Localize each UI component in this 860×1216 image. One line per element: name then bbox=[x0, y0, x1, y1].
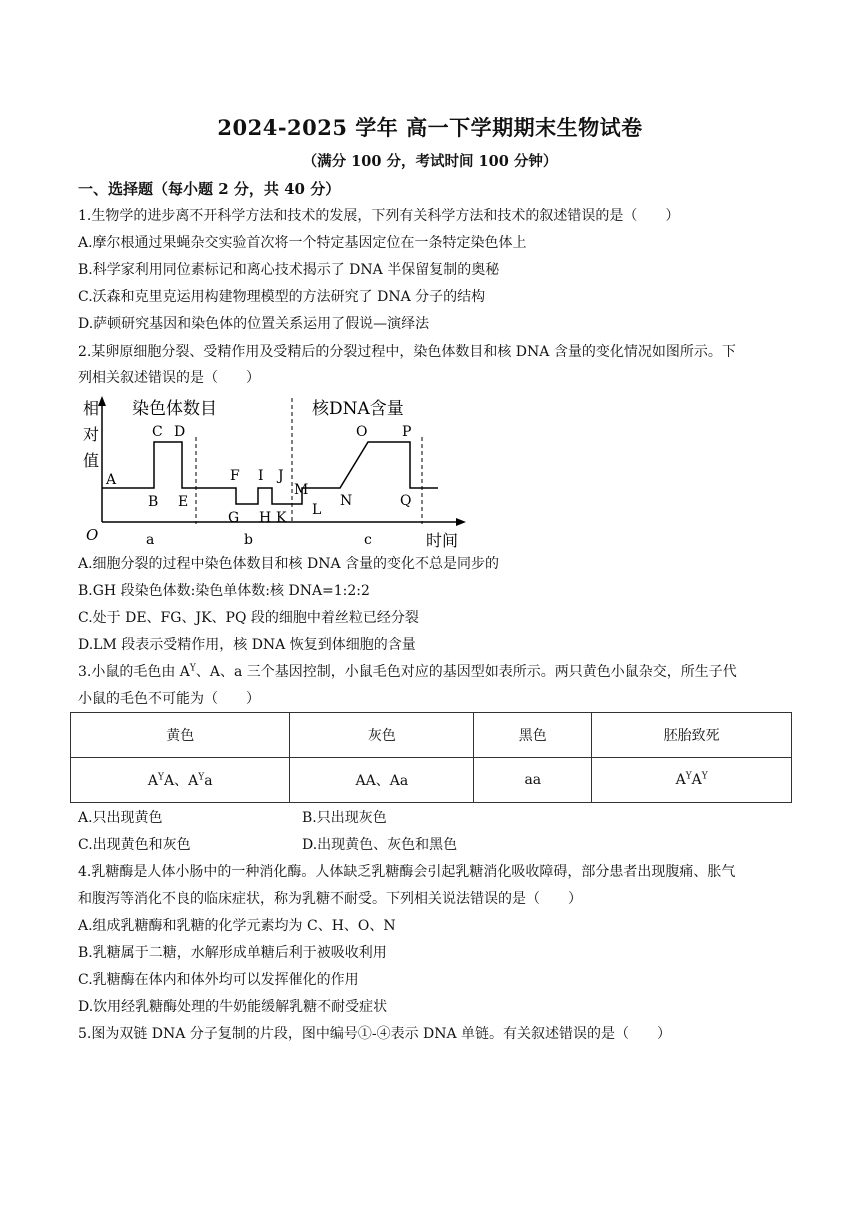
segment-a-label: a bbox=[146, 532, 155, 548]
q4-stem-line2: 和腹泻等消化不良的临床症状，称为乳糖不耐受。下列相关说法错误的是（ ） bbox=[78, 891, 582, 907]
q3-stem-line2: 小鼠的毛色不可能为（ ） bbox=[78, 691, 260, 707]
point-n-label: N bbox=[340, 493, 353, 509]
title-chromosome-number: 染色体数目 bbox=[132, 399, 217, 419]
cell-gray-genotype: AA、Aa bbox=[290, 758, 474, 803]
xlabel-time: 时间 bbox=[426, 531, 459, 550]
q4-option-a: A.组成乳糖酶和乳糖的化学元素均为 C、H、O、N bbox=[78, 918, 396, 934]
point-q-label: Q bbox=[400, 493, 412, 509]
q3-option-b: B.只出现灰色 bbox=[302, 810, 387, 826]
q3-option-a: A.只出现黄色 bbox=[78, 810, 163, 826]
point-e-label: E bbox=[178, 494, 189, 510]
table-row bbox=[71, 713, 792, 758]
dna-curve bbox=[292, 442, 438, 504]
cell-black-genotype: aa bbox=[474, 758, 592, 803]
header-lethal: 胚胎致死 bbox=[592, 713, 792, 758]
q4-option-d: D.饮用经乳糖酶处理的牛奶能缓解乳糖不耐受症状 bbox=[78, 999, 388, 1015]
q1-option-c: C.沃森和克里克运用构建物理模型的方法研究了 DNA 分子的结构 bbox=[78, 289, 486, 305]
cell-lethal-genotype: $A^YA^Y$ bbox=[592, 758, 792, 803]
q3-stem-line1 bbox=[78, 662, 737, 682]
q1-option-d: D.萨顿研究基因和染色体的位置关系运用了假说—演绎法 bbox=[78, 316, 430, 332]
q2-option-a: A.细胞分裂的过程中染色体数目和核 DNA 含量的变化不总是同步的 bbox=[78, 556, 500, 572]
exam-title: 2024-2025 学年 高一下学期期末生物试卷 bbox=[217, 115, 643, 140]
q3-option-c: C.出现黄色和灰色 bbox=[78, 837, 191, 853]
point-l-label: L bbox=[312, 502, 322, 518]
q4-option-b: B.乳糖属于二糖，水解形成单糖后利于被吸收利用 bbox=[78, 945, 387, 961]
ylabel-char-3: 值 bbox=[83, 451, 100, 470]
q1-stem: 1.生物学的进步离不开科学方法和技术的发展，下列有关科学方法和技术的叙述错误的是（ ） bbox=[78, 208, 680, 224]
q3-stem-post: 、A、a 三个基因控制，小鼠毛色对应的基因型如表所示。两只黄色小鼠杂交，所生子代 bbox=[195, 664, 737, 680]
segment-c-label: c bbox=[364, 532, 372, 548]
table-row bbox=[71, 758, 792, 803]
point-p-label: P bbox=[402, 424, 412, 440]
ylabel-char-2: 对 bbox=[83, 425, 100, 444]
point-j-label: J bbox=[278, 468, 284, 484]
title-dna-content: 核DNA含量 bbox=[312, 399, 404, 419]
point-a-label: A bbox=[106, 472, 117, 488]
q3-option-d: D.出现黄色、灰色和黑色 bbox=[302, 837, 458, 853]
q2-stem-line1: 2.某卵原细胞分裂、受精作用及受精后的分裂过程中，染色体数目和核 DNA 含量的变化情况如图所示。下 bbox=[78, 344, 736, 360]
point-g-label: G bbox=[228, 510, 240, 526]
point-f-label: F bbox=[230, 468, 240, 484]
y-axis-arrow-icon bbox=[98, 396, 106, 406]
q2-option-d: D.LM 段表示受精作用，核 DNA 恢复到体细胞的含量 bbox=[78, 637, 416, 653]
point-d-label: D bbox=[174, 424, 186, 440]
q1-option-a: A.摩尔根通过果蝇杂交实验首次将一个特定基因定位在一条特定染色体上 bbox=[78, 235, 527, 251]
q2-option-b: B.GH 段染色体数:染色单体数:核 DNA=1:2:2 bbox=[78, 583, 370, 599]
exam-subtitle: （满分 100 分，考试时间 100 分钟） bbox=[302, 153, 558, 170]
genotype-table bbox=[70, 712, 792, 803]
origin-label: O bbox=[86, 526, 99, 544]
header-black: 黑色 bbox=[474, 713, 592, 758]
q3-stem-pre: 3.小鼠的毛色由 A bbox=[78, 664, 190, 680]
q5-stem: 5.图为双链 DNA 分子复制的片段，图中编号①-④表示 DNA 单链。有关叙述错误的是（ ） bbox=[78, 1026, 672, 1042]
q2-stem-line2: 列相关叙述错误的是（ ） bbox=[78, 370, 260, 386]
q4-option-c: C.乳糖酶在体内和体外均可以发挥催化的作用 bbox=[78, 972, 359, 988]
x-axis-arrow-icon bbox=[456, 518, 466, 526]
point-c-label: C bbox=[152, 424, 163, 440]
header-gray: 灰色 bbox=[290, 713, 474, 758]
q2-option-c: C.处于 DE、FG、JK、PQ 段的细胞中着丝粒已经分裂 bbox=[78, 610, 419, 626]
q1-option-b: B.科学家利用同位素标记和离心技术揭示了 DNA 半保留复制的奥秘 bbox=[78, 262, 500, 278]
point-b-label: B bbox=[148, 494, 159, 510]
q3-stem-sup: Y bbox=[189, 663, 196, 674]
point-m-label: M bbox=[294, 482, 309, 498]
cell-yellow-genotype: $A^YA$、$A^Ya$ bbox=[71, 758, 290, 803]
section-heading: 一、选择题（每小题 2 分，共 40 分） bbox=[78, 180, 341, 198]
header-yellow: 黄色 bbox=[71, 713, 290, 758]
segment-b-label: b bbox=[244, 532, 253, 548]
point-i-label: I bbox=[258, 468, 264, 484]
point-k-label: K bbox=[276, 510, 287, 526]
point-h-label: H bbox=[259, 510, 272, 526]
q2-figure bbox=[80, 392, 480, 552]
q4-stem-line1: 4.乳糖酶是人体小肠中的一种消化酶。人体缺乏乳糖酶会引起乳糖消化吸收障碍，部分患者出现腹痛、胀气 bbox=[78, 864, 736, 880]
ylabel-char-1: 相 bbox=[83, 399, 100, 418]
point-o-label: O bbox=[356, 424, 368, 440]
